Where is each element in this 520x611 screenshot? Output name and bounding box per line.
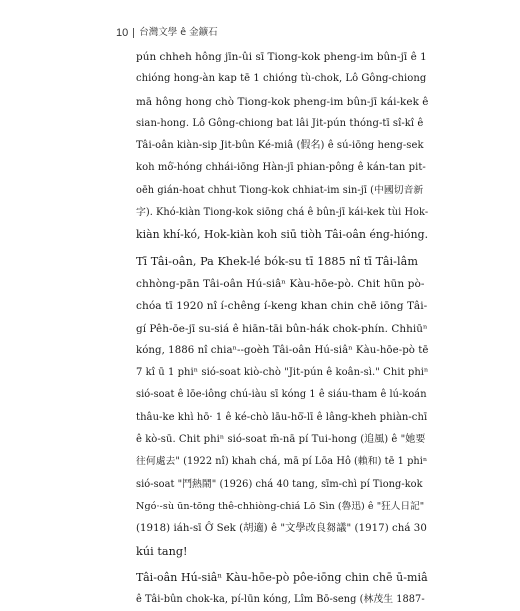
text-line: Ngó·-sù ūn-tōng thê-chhiòng-chiá Lō Sìn (魯迅) ê "狂人日記" <box>136 500 425 512</box>
text-line: Tī Tâi-oân, Pa Khek-lé bók-su tī 1885 nî tī Tâi-lâm <box>136 254 419 268</box>
text-line: 7 kî ū 1 phiⁿ sió-soat kiò-chò "Jit-pún ê koân-sì." Chit phiⁿ <box>136 367 429 379</box>
text-line: kiàn khí-kó, Hok-kiàn koh siū tiòh Tâi-oân éng-hióng. <box>136 228 429 242</box>
text-line: ê kò-sū. Chit phiⁿ sió-soat m̄-nā pí Tui-hong (追風) ê "她要 <box>136 434 426 446</box>
text-line: chóa tī 1920 nî í-chêng í-keng khan chin chē iōng Tâi- <box>136 300 428 313</box>
header-divider <box>133 28 134 38</box>
text-line: kúi tang! <box>136 544 188 558</box>
text-line: ê Tâi-bûn chok-ka, pí-lūn kóng, Lîm Bō-seng (林茂生 1887- <box>136 594 425 606</box>
body-text <box>136 46 428 611</box>
text-line: mā hông hong chò Tiong-kok pheng-im bûn-jī kái-kek ê <box>136 95 429 108</box>
text-line: sió-soat ê lōe-iông chú-iàu sī kóng 1 ê siáu-tham ê lú-koán <box>136 389 427 401</box>
text-line: chióng hong-àn kap tē 1 chióng tù-chok, Lô Gông-chiong <box>136 73 427 85</box>
text-line: Tâi-oân Hú-siâⁿ Kàu-hōe-pò pôe-iōng chin chē ū-miâ <box>136 570 428 584</box>
text-line: 往何處去" (1922 nî) khah chá, mā pí Lōa Hô (賴和) tē 1 phiⁿ <box>136 456 428 468</box>
text-line: pún chheh hông jīn-ûi sī Tiong-kok pheng-im bûn-jī ê 1 <box>136 51 427 63</box>
paragraph <box>136 251 428 563</box>
text-line: 字). Khó-kiàn Tiong-kok siōng chá ê bûn-jī kái-kek tùi Hok- <box>136 207 429 219</box>
text-line: thâu-ke khì hō· 1 ê ké-chò lāu-hō͘-lī ê lâng-kheh phiàn-chī <box>136 411 428 423</box>
text-line: Tâi-oân kiàn-sip Jit-bûn Ké-miâ (假名) ê sú-iōng heng-sek <box>136 140 424 152</box>
paragraph <box>136 567 428 611</box>
text-line: chhòng-pān Tâi-oân Hú-siâⁿ Kàu-hōe-pò. Chit hūn pò- <box>136 277 425 290</box>
page-number: 10 <box>116 27 129 39</box>
text-line: koh mô͘-hóng chhái-iōng Hàn-jī phian-pông ê kán-tan pit- <box>136 162 426 174</box>
running-head <box>116 27 218 39</box>
paragraph <box>136 46 428 247</box>
running-title: 台灣文學 ê 金鑛石 <box>139 27 218 38</box>
text-line: sian-hong. Lô Gông-chiong bat lâi Jit-pún thóng-tī sî-kî ê <box>136 117 424 129</box>
text-line: sió-soat "鬥熱鬧" (1926) chá 40 tang, sīm-chì pí Tiong-kok <box>136 478 423 490</box>
text-line: (1918) iáh-sī Ô͘ Sek (胡適) ê "文學改良芻議" (1917) chá 30 <box>136 523 427 535</box>
text-line: gí Pêh-ōe-jī su-siá ê hiān-tāi bûn-hák chok-phín. Chhiūⁿ <box>136 322 428 335</box>
text-line: oēh gián-hoat chhut Tiong-kok chhiat-im sin-jī (中國切音新 <box>136 184 424 196</box>
text-line: kóng, 1886 nî chiaⁿ--goèh Tâi-oân Hú-siâⁿ Kàu-hōe-pò tē <box>136 344 429 356</box>
